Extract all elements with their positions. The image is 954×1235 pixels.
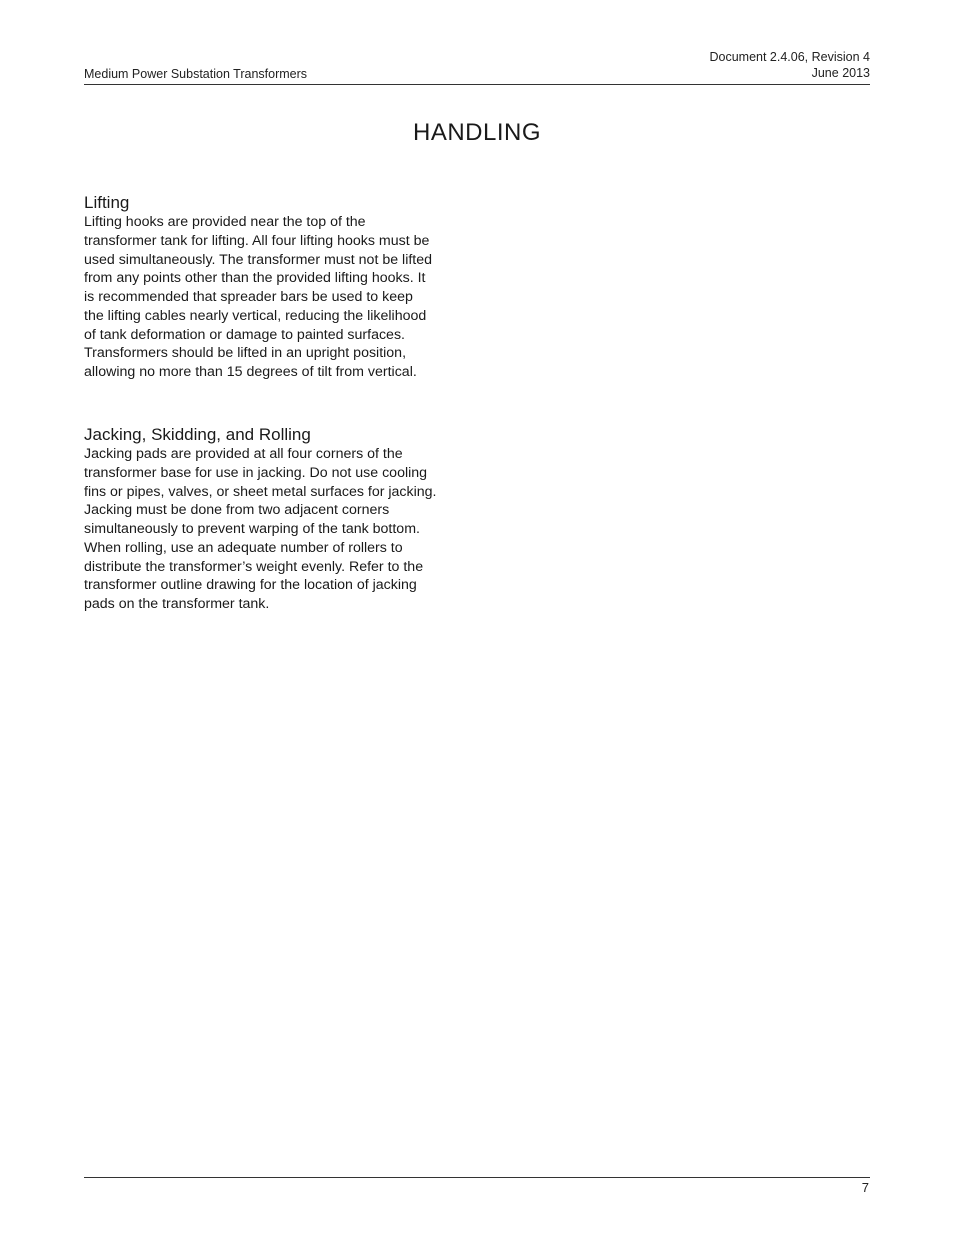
section-heading-jacking: Jacking, Skidding, and Rolling xyxy=(84,425,311,444)
page-number: 7 xyxy=(861,1180,869,1195)
header-divider xyxy=(84,84,870,85)
running-header-document-info xyxy=(709,49,870,81)
section-jacking-skidding-rolling xyxy=(84,425,464,614)
document-date: June 2013 xyxy=(811,66,870,80)
section-body-lifting: Lifting hooks are provided near the top of the transformer tank for lifting. All four lifting hooks must be used simultaneously. The transformer must not be lifted from any points other than the provided lifting hooks. It is recommended that spreader bars be used to keep the lifting cables nearly vertical, reducing the likelihood of tank deformation or damage to painted surfaces. Transformers should be lifted in an upright position, allowing no more than 15 degrees of tilt from vertical. xyxy=(84,214,433,380)
running-header-title: Medium Power Substation Transformers xyxy=(84,67,308,81)
section-body-jacking: Jacking pads are provided at all four corners of the transformer base for use in jacking. Do not use cooling fins or pipes, valves, or sheet metal surfaces for jacking. Jacking must be done from two adjacent corners simultaneously to prevent warping of the tank bottom. When rolling, use an adequate number of rollers to distribute the transformer’s weight evenly. Refer to the transformer outline drawing for the location of jacking pads on the transformer tank. xyxy=(84,446,437,612)
section-heading-lifting: Lifting xyxy=(84,193,130,212)
footer-divider xyxy=(84,1177,870,1178)
page-title: HANDLING xyxy=(412,119,542,146)
section-lifting xyxy=(84,193,464,382)
document-number: Document 2.4.06, Revision 4 xyxy=(709,50,870,64)
